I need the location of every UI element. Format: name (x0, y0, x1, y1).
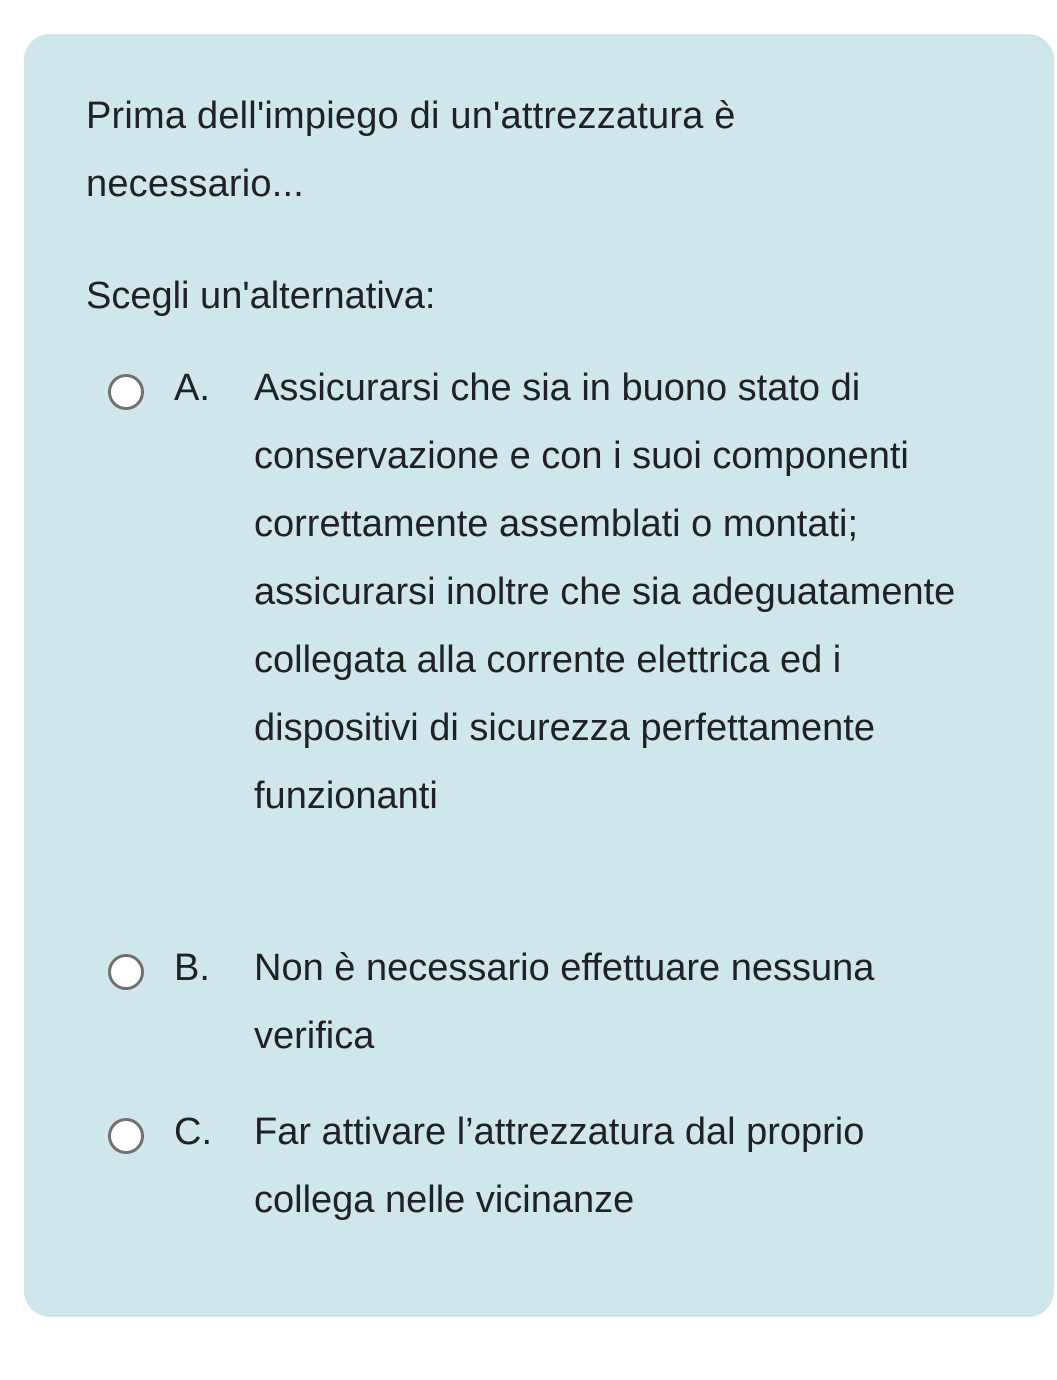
radio-button-icon[interactable] (108, 374, 144, 410)
option-text[interactable]: Assicurarsi che sia in buono stato di conservazione e con i suoi componenti correttamente assemblati o montati; assicurarsi inoltre che sia adeguatamente collegata alla corrente elettrica ed i dispositivi di sicurezza perfettamente funzionanti (254, 367, 956, 817)
option-letter: A. (174, 367, 210, 409)
option-text[interactable]: Far attivare l’attrezzatura dal proprio collega nelle vicinanze (254, 1111, 865, 1221)
option-c[interactable] (108, 1098, 988, 1234)
radio-button-icon[interactable] (108, 954, 144, 990)
option-a[interactable] (108, 354, 988, 898)
option-b[interactable] (108, 934, 988, 1070)
option-text[interactable]: Non è necessario effettuare nessuna verifica (254, 947, 875, 1057)
option-letter: B. (174, 947, 210, 989)
question-card (24, 34, 1054, 1317)
radio-button-icon[interactable] (108, 1118, 144, 1154)
instruction-text: Scegli un'alternativa: (86, 275, 436, 317)
question-text: Prima dell'impiego di un'attrezzatura è necessario... (86, 95, 736, 205)
option-letter: C. (174, 1111, 212, 1153)
